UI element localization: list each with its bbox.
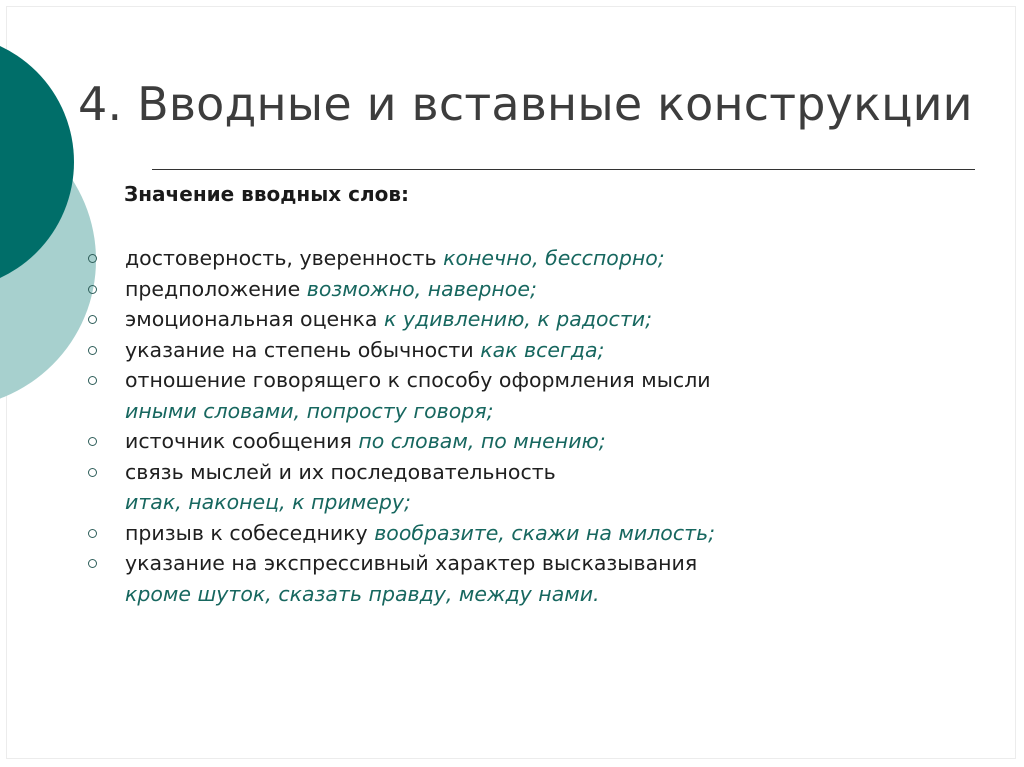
list-item [84,365,984,426]
item-label: указание на степень обычности [125,337,474,362]
section-subtitle: Значение вводных слов: [124,182,410,206]
item-label: призыв к собеседнику [125,520,368,545]
bullet-circle-icon [88,559,97,568]
list-item [84,426,984,457]
list-item [84,548,984,609]
item-example: к удивлению, к радости; [384,307,653,331]
bullet-circle-icon [88,529,97,538]
list-item [84,518,984,549]
item-example: конечно, бесспорно; [443,246,665,270]
bullet-circle-icon [88,285,97,294]
bullet-circle-icon [88,315,97,324]
slide-title: 4. Вводные и вставные конструкции [78,77,973,131]
item-label: отношение говорящего к способу оформления мысли [125,368,711,392]
title-divider [152,169,975,170]
list-item [84,274,984,305]
item-example: как всегда; [480,337,605,362]
item-example: кроме шуток, сказать правду, между нами. [125,581,600,606]
bullet-circle-icon [88,346,97,355]
item-label: достоверность, уверенность [125,246,437,270]
meaning-list [84,243,984,609]
item-label: связь мыслей и их последовательность [125,459,556,484]
item-label: источник сообщения [125,429,352,453]
item-label: предположение [125,276,301,301]
bullet-circle-icon [88,437,97,446]
item-example: вообразите, скажи на милость; [374,520,716,545]
bullet-circle-icon [88,254,97,263]
item-example: иными словами, попросту говоря; [125,398,494,423]
list-item [84,457,984,518]
item-label: указание на экспрессивный характер высказывания [125,551,698,575]
list-item [84,243,984,274]
list-item [84,304,984,335]
item-example: итак, наконец, к примеру; [125,490,411,514]
bullet-circle-icon [88,376,97,385]
item-example: возможно, наверное; [306,276,537,301]
item-label: эмоциональная оценка [125,307,378,331]
list-item [84,335,984,366]
item-example: по словам, по мнению; [358,429,606,453]
bullet-circle-icon [88,468,97,477]
